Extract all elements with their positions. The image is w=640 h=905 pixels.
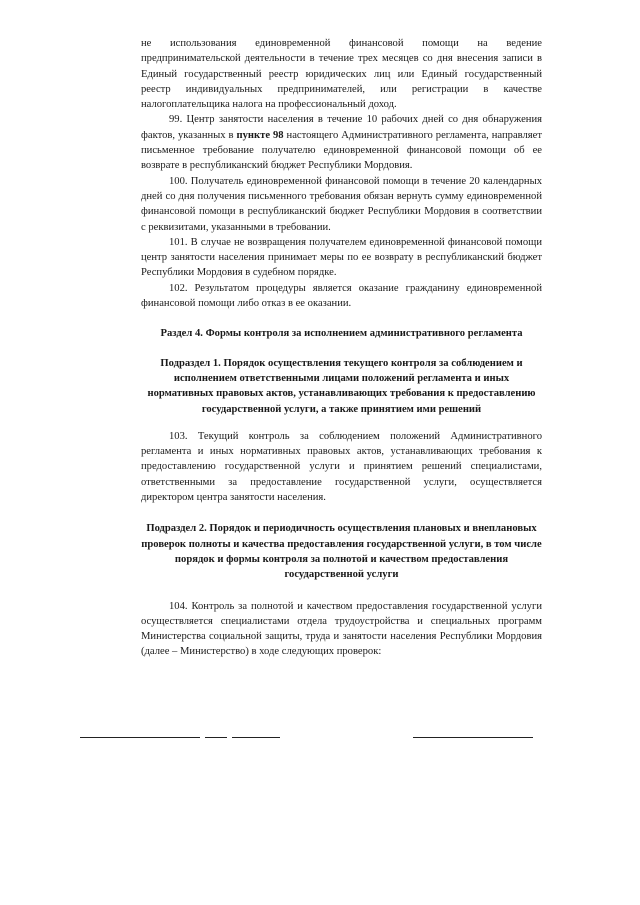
paragraph-99	[141, 112, 542, 173]
paragraph-100: 100. Получатель единовременной финансовой помощи в течение 20 календарных дней со дня получения письменного требования обязан вернуть сумму единовременной финансовой помощи в республиканский бюджет Республики Мордовия в соответствии с реквизитами, указанными в требовании.	[141, 175, 542, 233]
paragraph-101: 101. В случае не возвращения получателем единовременной финансовой помощи центр занятости населения принимает меры по ее возврату в республиканский бюджет Республики Мордовия в судебном порядке.	[141, 236, 542, 279]
paragraph-99-text-b: настоящего Административного регламента, направляет письменное требование получателю единовременной финансовой помощи об ее возврате в республиканский бюджет Республики Мордовия.	[141, 129, 542, 172]
paragraph-102: 102. Результатом процедуры является оказание гражданину единовременной финансовой помощи либо отказ в ее оказании.	[141, 282, 542, 310]
subsection-1-heading: Подраздел 1. Порядок осуществления текущего контроля за соблюдением и исполнением ответственными лицами положений регламента и иных нормативных правовых актов, устанавливающих требования к предоставлению государственной услуги, а также принятием ими решений	[147, 357, 536, 415]
paragraph-103: 103. Текущий контроль за соблюдением положений Административного регламента и иных нормативных правовых актов, устанавливающих требования к предоставлению государственной услуги и принятием решений специалистами, ответственными за предоставление государственной услуги, осуществляется директором центра занятости населения.	[141, 430, 542, 504]
paragraph-99-text-a: 99. Центр занятости населения в течение 10 рабочих дней со дня обнаружения фактов, указанных в	[141, 114, 542, 141]
signature-line-left-1	[80, 737, 200, 738]
signature-line-right	[413, 737, 533, 738]
paragraph-99-bold-ref: пункте 98	[236, 129, 284, 141]
signature-line-left-3	[232, 737, 280, 738]
paragraph-continuation: не использования единовременной финансовой помощи на ведение предпринимательской деятельности в течение трех месяцев со дня внесения записи в Единый государственный реестр юридических лиц или Единый государственный реестр индивидуальных предпринимателей, или регистрации в качестве налогоплательщика налога на профессиональный доход.	[141, 38, 542, 111]
document-page	[141, 36, 542, 660]
subsection-2-heading: Подраздел 2. Порядок и периодичность осуществления плановых и внеплановых проверок полноты и качества предоставления государственной услуги, в том числе порядок и формы контроля за полнотой и качеством предоставления государственной услуги	[141, 523, 542, 581]
paragraph-104: 104. Контроль за полнотой и качеством предоставления государственной услуги осуществляется специалистами отдела трудоустройства и специальных программ Министерства социальной защиты, труда и занятости населения Республики Мордовия (далее – Министерство) в ходе следующих проверок:	[141, 600, 542, 658]
section-4-heading: Раздел 4. Формы контроля за исполнением административного регламента	[160, 328, 523, 340]
signature-line-left-2	[205, 737, 227, 738]
